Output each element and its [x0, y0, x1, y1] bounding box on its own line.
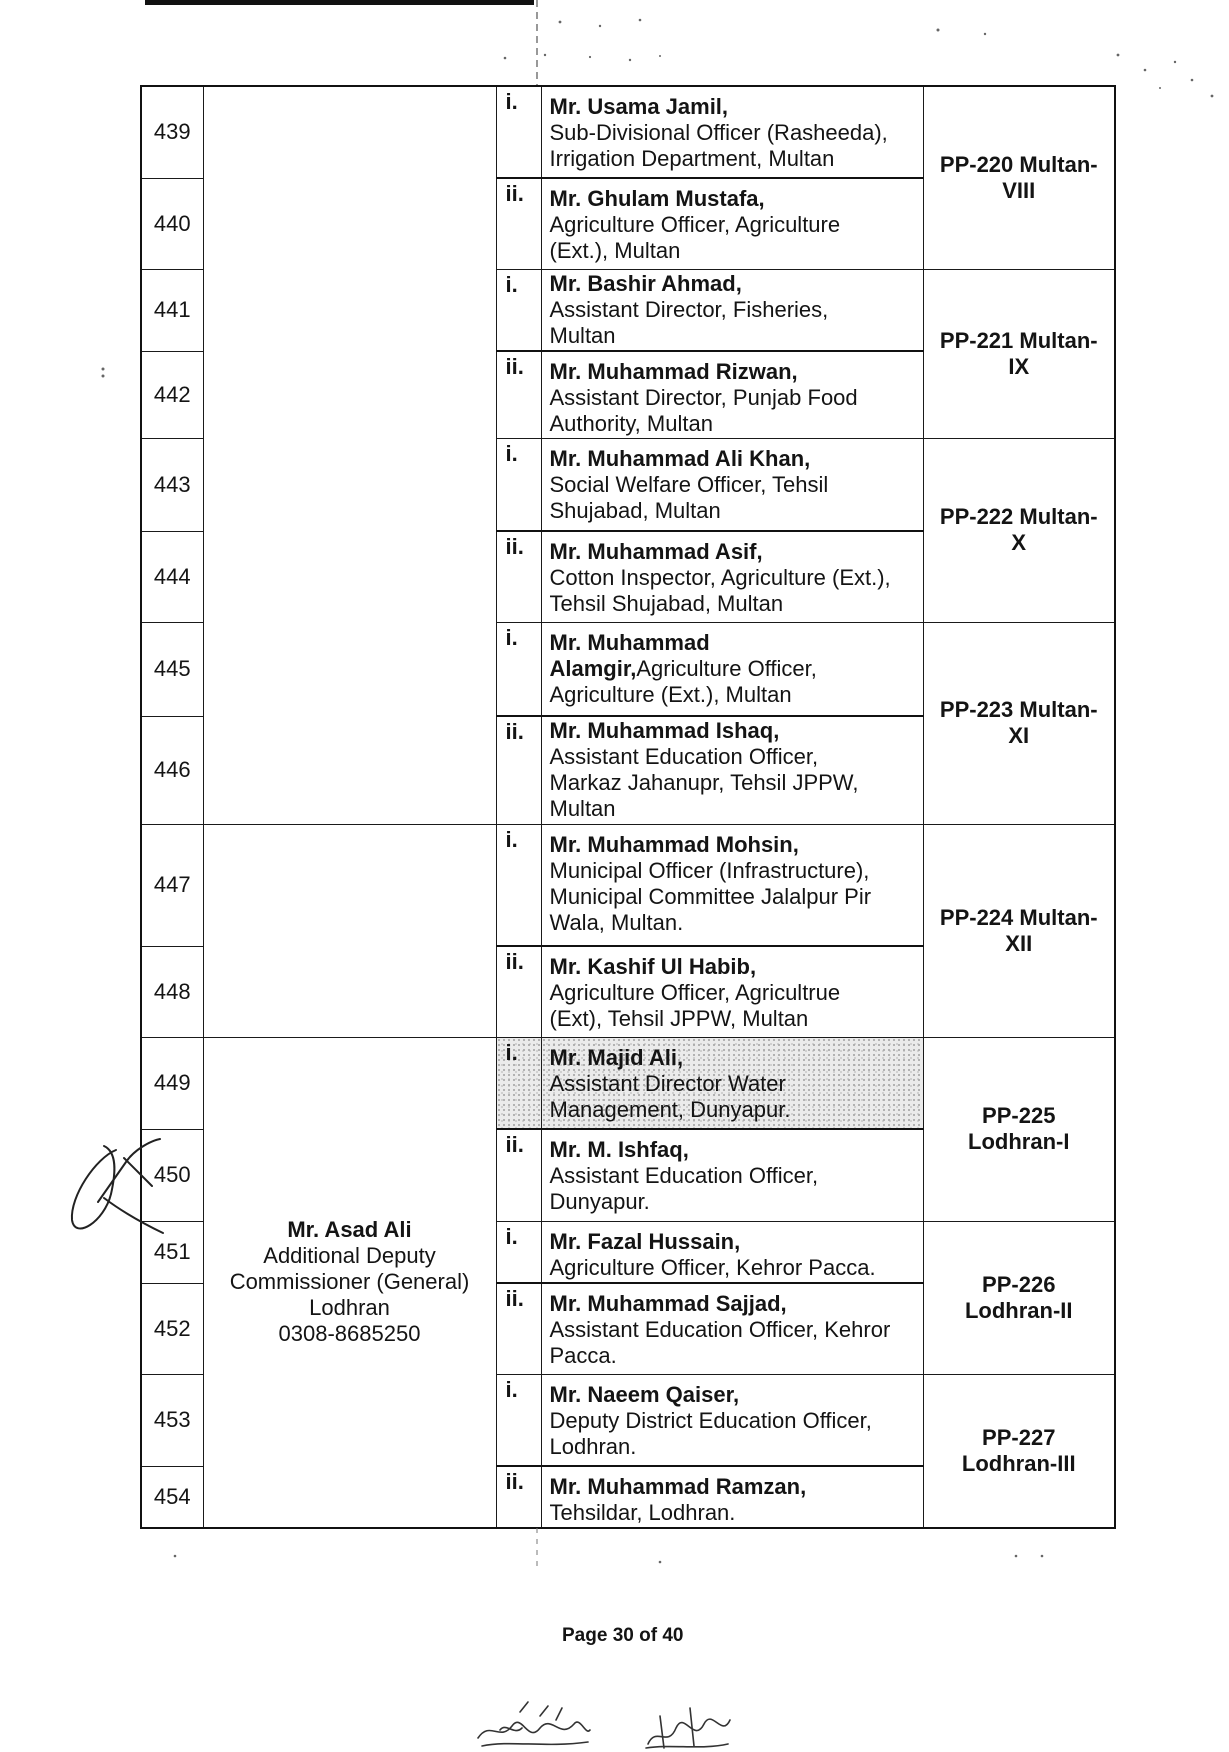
officer-name: Mr. Muhammad Rizwan,	[549, 359, 798, 384]
officer-name: Mr. Majid Ali,	[549, 1044, 684, 1070]
constituency-line: Lodhran-I	[968, 1129, 1070, 1154]
designation-line: Deputy District Education Officer,	[549, 1407, 872, 1433]
returning-officer-line: Lodhran	[309, 1295, 390, 1321]
serial-number: 439	[141, 86, 203, 178]
item-numeral: ii.	[496, 178, 541, 269]
officer-name: Mr. Muhammad Asif,	[549, 539, 763, 564]
designation-line: Sub-Divisional Officer (Rasheeda),	[549, 120, 888, 145]
designation-line: Irrigation Department, Multan	[549, 146, 835, 171]
item-numeral: i.	[496, 1374, 541, 1466]
designation-line: Social Welfare Officer, Tehsil	[549, 471, 829, 497]
officer-entry	[541, 531, 923, 622]
serial-number: 452	[141, 1283, 203, 1374]
serial-number: 445	[141, 622, 203, 716]
officer-name: Mr. Fazal Hussain,	[549, 1228, 741, 1254]
officer-entry	[541, 351, 923, 438]
officer-name: Mr. Kashif Ul Habib,	[549, 954, 757, 979]
constituency-cell	[923, 622, 1115, 824]
serial-number: 441	[141, 269, 203, 351]
officer-name-continued: Alamgir,	[549, 655, 637, 681]
designation-line: Multan	[549, 796, 616, 821]
signature-scribble	[478, 1702, 590, 1746]
designation-line: Agriculture Officer, Agricultrue	[549, 980, 841, 1005]
serial-number: 440	[141, 178, 203, 269]
designation-line: Municipal Committee Jalalpur Pir	[549, 883, 872, 909]
constituency-cell	[923, 86, 1115, 269]
officer-name: Mr. Ghulam Mustafa,	[549, 186, 765, 211]
officer-entry	[541, 1283, 923, 1374]
page-number: Page 30 of 40	[562, 1625, 684, 1646]
item-numeral: ii.	[496, 1283, 541, 1374]
item-numeral: ii.	[496, 946, 541, 1037]
officer-entry	[541, 946, 923, 1037]
designation-line: Assistant Education Officer,	[549, 1163, 819, 1188]
designation-line: Assistant Director Water	[549, 1070, 786, 1096]
designation-line: (Ext.), Multan	[549, 238, 681, 263]
constituency-line: PP-224 Multan-	[939, 904, 1098, 930]
designation-line: Tehsildar, Lodhran.	[549, 1500, 736, 1525]
officer-name: Mr. Muhammad Ali Khan,	[549, 445, 811, 471]
constituency-line: PP-226	[982, 1271, 1056, 1297]
item-numeral: ii.	[496, 1129, 541, 1221]
serial-number: 446	[141, 716, 203, 824]
constituency-line: PP-223 Multan-	[939, 697, 1098, 722]
table-row	[141, 86, 1115, 178]
constituency-line: IX	[1008, 353, 1030, 379]
item-numeral: i.	[496, 1037, 541, 1129]
officer-entry	[541, 1221, 923, 1283]
designation-line: Assistant Education Officer,	[549, 744, 819, 769]
designation-line: Assistant Director, Punjab Food	[549, 385, 858, 410]
constituency-line: Lodhran-II	[964, 1297, 1073, 1323]
designation-line: Agriculture Officer, Kehror Pacca.	[549, 1254, 876, 1280]
officer-entry	[541, 622, 923, 716]
officer-entry	[541, 178, 923, 269]
returning-officer-cell	[203, 86, 496, 824]
duty-roster-table	[140, 85, 1116, 1529]
officer-name: Mr. Muhammad Ramzan,	[549, 1474, 807, 1499]
constituency-line: X	[1011, 530, 1027, 555]
designation-text: Agriculture Officer,	[636, 655, 817, 681]
returning-officer-phone: 0308-8685250	[278, 1321, 421, 1347]
serial-number: 453	[141, 1374, 203, 1466]
serial-number: 454	[141, 1466, 203, 1528]
designation-line: Agriculture (Ext.), Multan	[549, 681, 792, 707]
item-numeral: i.	[496, 86, 541, 178]
returning-officer-line: Commissioner (General)	[229, 1269, 470, 1295]
constituency-line: PP-225	[982, 1103, 1056, 1128]
designation-line: Wala, Multan.	[549, 909, 684, 935]
table-row	[141, 824, 1115, 946]
constituency-line: PP-227	[982, 1424, 1056, 1450]
officer-entry	[541, 1037, 923, 1129]
officer-entry	[541, 438, 923, 531]
designation-line: (Ext), Tehsil JPPW, Multan	[549, 1006, 809, 1031]
constituency-cell	[923, 438, 1115, 622]
designation-line: Assistant Education Officer, Kehror	[549, 1317, 891, 1342]
serial-number: 444	[141, 531, 203, 622]
designation-line: Markaz Jahanupr, Tehsil JPPW,	[549, 770, 859, 795]
item-numeral: i.	[496, 824, 541, 946]
serial-number: 451	[141, 1221, 203, 1283]
constituency-cell	[923, 1374, 1115, 1528]
item-numeral: i.	[496, 438, 541, 531]
officer-name: Mr. Muhammad	[549, 629, 710, 655]
item-numeral: i.	[496, 269, 541, 351]
designation-line: Shujabad, Multan	[549, 497, 721, 523]
item-numeral: i.	[496, 622, 541, 716]
designation-line: Pacca.	[549, 1343, 617, 1368]
officer-entry	[541, 1129, 923, 1221]
serial-number: 448	[141, 946, 203, 1037]
item-numeral: ii.	[496, 531, 541, 622]
designation-line: Cotton Inspector, Agriculture (Ext.),	[549, 565, 891, 590]
serial-number: 442	[141, 351, 203, 438]
designation-line: Tehsil Shujabad, Multan	[549, 591, 784, 616]
designation-line: Agriculture Officer, Agriculture	[549, 212, 841, 237]
serial-number: 450	[141, 1129, 203, 1221]
constituency-cell	[923, 824, 1115, 1037]
designation-line: Authority, Multan	[549, 411, 713, 436]
officer-name: Mr. Usama Jamil,	[549, 94, 729, 119]
item-numeral: i.	[496, 1221, 541, 1283]
designation-line: Lodhran.	[549, 1433, 637, 1459]
officer-name: Mr. Muhammad Sajjad,	[549, 1291, 787, 1316]
officer-name: Mr. Muhammad Mohsin,	[549, 831, 799, 857]
signature-scribble	[646, 1708, 730, 1748]
officer-entry	[541, 824, 923, 946]
returning-officer-cell	[203, 1037, 496, 1528]
constituency-cell	[923, 1221, 1115, 1374]
designation-line	[550, 656, 919, 682]
table-row	[141, 1037, 1115, 1129]
officer-name: Mr. Bashir Ahmad,	[549, 270, 742, 296]
designation-line: Assistant Director, Fisheries,	[549, 296, 829, 322]
designation-line: Multan	[549, 322, 616, 348]
officer-name: Mr. Muhammad Ishaq,	[549, 718, 780, 743]
designation-line: Dunyapur.	[549, 1189, 650, 1214]
constituency-cell	[923, 1037, 1115, 1221]
constituency-line: Lodhran-III	[961, 1450, 1076, 1476]
designation-line: Management, Dunyapur.	[549, 1096, 791, 1122]
returning-officer-name: Mr. Asad Ali	[287, 1217, 412, 1243]
item-numeral: ii.	[496, 716, 541, 824]
returning-officer-cell	[203, 824, 496, 1037]
officer-entry	[541, 716, 923, 824]
serial-number: 443	[141, 438, 203, 531]
officer-entry	[541, 86, 923, 178]
officer-name: Mr. M. Ishfaq,	[549, 1137, 689, 1162]
item-numeral: ii.	[496, 1466, 541, 1528]
designation-line: Municipal Officer (Infrastructure),	[549, 857, 870, 883]
officer-name: Mr. Naeem Qaiser,	[549, 1381, 740, 1407]
returning-officer-line: Additional Deputy	[263, 1243, 436, 1269]
scan-edge-bar	[145, 0, 534, 5]
constituency-line: PP-221 Multan-	[939, 327, 1098, 353]
item-numeral: ii.	[496, 351, 541, 438]
constituency-line: VIII	[1002, 177, 1036, 203]
constituency-line: XI	[1008, 723, 1030, 748]
constituency-line: PP-220 Multan-	[939, 151, 1098, 177]
constituency-cell	[923, 269, 1115, 438]
constituency-line: PP-222 Multan-	[939, 504, 1098, 529]
serial-number: 447	[141, 824, 203, 946]
officer-entry	[541, 1466, 923, 1528]
officer-entry	[541, 1374, 923, 1466]
officer-entry	[541, 269, 923, 351]
serial-number: 449	[141, 1037, 203, 1129]
constituency-line: XII	[1005, 930, 1033, 956]
